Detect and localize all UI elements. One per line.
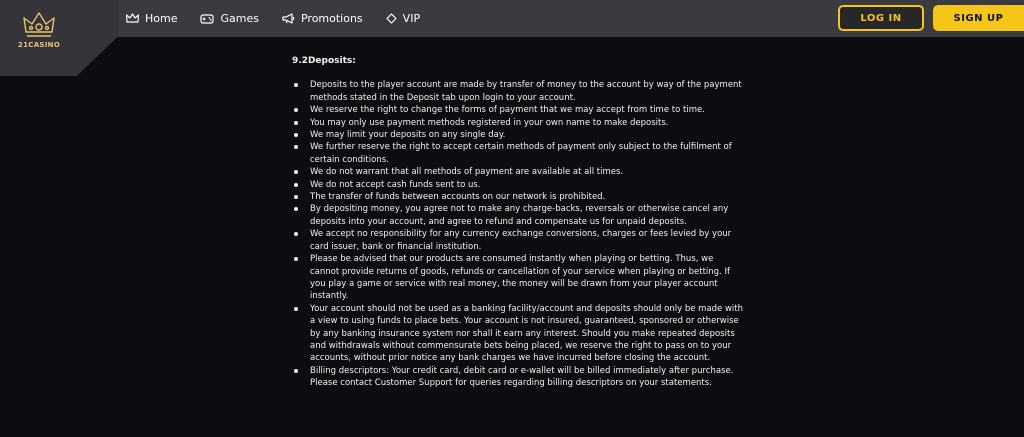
list-item: You may only use payment methods registered in your own name to make deposits. — [292, 117, 744, 129]
list-item: We do not accept cash funds sent to us. — [292, 179, 744, 191]
nav-item-games[interactable] — [200, 12, 258, 25]
section-title: 9.2Deposits: — [292, 56, 356, 66]
crown-logo-icon — [22, 10, 56, 40]
list-item: Your account should not be used as a banking facility/account and deposits should only be made with a view to using funds to place bets. Your account is not insured, guaranteed, sponsored or otherwise by any banking insurance system nor shall it earn any interest. Should you make repeated deposits and withdrawals without commensurate bets being placed, we reserve the right to pass on to your accounts, without prior notice any bank charges we have incurred before closing the account. — [292, 303, 744, 365]
megaphone-icon — [282, 13, 295, 24]
main-nav — [126, 0, 443, 37]
nav-label-games: Games — [220, 12, 259, 25]
login-button[interactable]: LOG IN — [838, 5, 924, 31]
list-item: We do not warrant that all methods of payment are available at all times. — [292, 166, 744, 178]
nav-item-promotions[interactable] — [282, 12, 363, 25]
deposit-terms-list — [292, 79, 744, 389]
list-item: By depositing money, you agree not to make any charge-backs, reversals or otherwise cancel any deposits into your account, and agree to refund and compensate us for unpaid deposits. — [292, 203, 744, 228]
list-item: Billing descriptors: Your credit card, debit card or e-wallet will be billed immediately after purchase. Please contact Customer Support for queries regarding billing descriptors on your statements. — [292, 365, 744, 390]
nav-item-home[interactable] — [126, 12, 177, 25]
nav-item-vip[interactable] — [386, 12, 420, 25]
games-icon — [200, 13, 214, 24]
list-item: We reserve the right to change the forms of payment that we may accept from time to time. — [292, 104, 744, 116]
list-item: We further reserve the right to accept certain methods of payment only subject to the fulfilment of certain conditions. — [292, 141, 744, 166]
list-item: We may limit your deposits on any single day. — [292, 129, 744, 141]
signup-button[interactable]: SIGN UP — [933, 5, 1024, 31]
crown-icon — [126, 13, 139, 24]
nav-label-home: Home — [145, 12, 178, 25]
diamond-icon — [386, 13, 397, 24]
list-item: The transfer of funds between accounts on our network is prohibited. — [292, 191, 744, 203]
nav-label-vip: VIP — [402, 12, 421, 25]
list-item: We accept no responsibility for any currency exchange conversions, charges or fees levied by your card issuer, bank or financial institution. — [292, 228, 744, 253]
terms-content — [292, 55, 744, 390]
list-item: Please be advised that our products are consumed instantly when playing or betting. Thus, we cannot provide returns of goods, refunds or cancellation of your service when playing or betting. If you play a game or service with real money, the money will be drawn from your player account instantly. — [292, 253, 744, 303]
logo-text: 21CASINO — [17, 41, 61, 49]
nav-label-promotions: Promotions — [300, 12, 363, 25]
site-logo[interactable] — [16, 10, 62, 56]
list-item: Deposits to the player account are made by transfer of money to the account by way of the payment methods stated in the Deposit tab upon login to your account. — [292, 79, 744, 104]
